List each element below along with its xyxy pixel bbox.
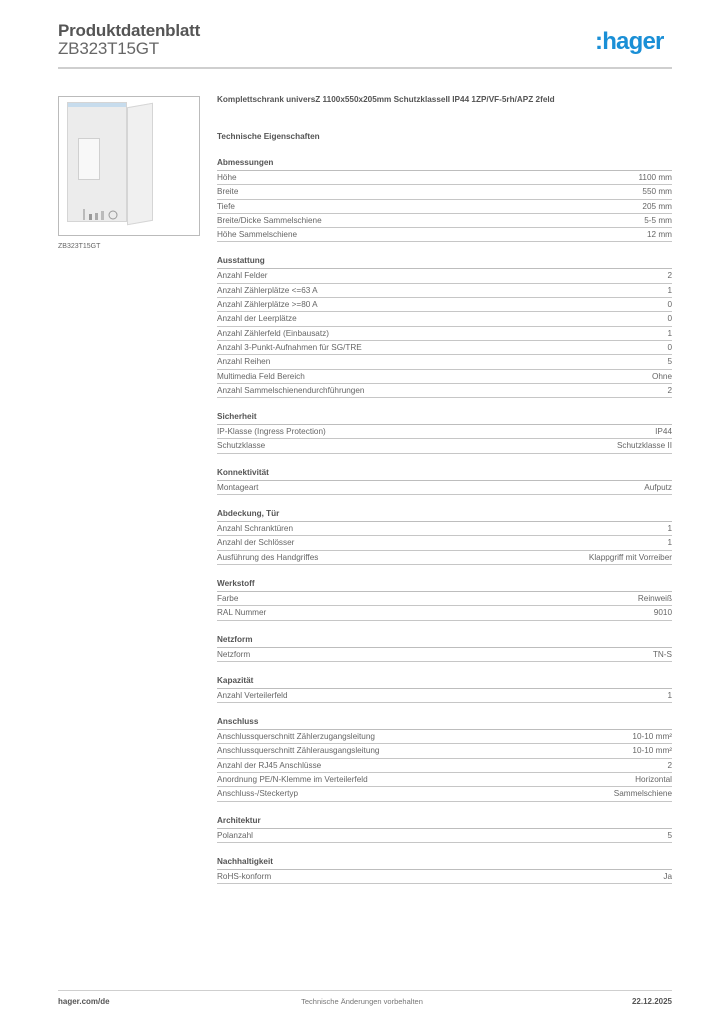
property-row (217, 171, 672, 185)
property-value: 0 (667, 342, 672, 352)
property-label: Anzahl der Leerplätze (217, 314, 297, 324)
property-row (217, 312, 672, 326)
property-row (217, 425, 672, 439)
property-value: Schutzklasse II (616, 441, 672, 451)
cabinet-top-strip (68, 103, 126, 107)
section-heading: Netzform (217, 634, 672, 648)
section-heading: Kapazität (217, 675, 672, 689)
property-row (217, 269, 672, 283)
property-label: Montageart (217, 482, 259, 492)
property-value: Ja (663, 871, 672, 881)
property-row (217, 185, 672, 199)
property-value: 5 (667, 357, 672, 367)
property-row (217, 606, 672, 620)
property-section (217, 157, 672, 242)
property-section (217, 467, 672, 495)
property-row (217, 341, 672, 355)
property-section (217, 815, 672, 843)
section-heading: Architektur (217, 815, 672, 829)
property-label: Anzahl Felder (217, 271, 268, 281)
property-row (217, 744, 672, 758)
property-label: Breite/Dicke Sammelschiene (217, 215, 322, 225)
property-row (217, 370, 672, 384)
property-label: Anzahl Reihen (217, 357, 271, 367)
property-value: 0 (667, 300, 672, 310)
header-divider (58, 67, 672, 69)
section-heading: Konnektivität (217, 467, 672, 481)
property-label: Tiefe (217, 201, 235, 211)
property-section (217, 634, 672, 662)
property-row (217, 689, 672, 703)
property-row (217, 200, 672, 214)
property-value: 2 (667, 760, 672, 770)
property-label: Schutzklasse (217, 441, 266, 451)
property-value: 12 mm (646, 230, 672, 240)
property-label: IP-Klasse (Ingress Protection) (217, 427, 326, 437)
property-label: Anzahl Sammelschienendurchführungen (217, 385, 365, 395)
technical-properties-heading: Technische Eigenschaften (217, 132, 320, 141)
property-row (217, 284, 672, 298)
property-section (217, 508, 672, 565)
cabinet-door-illustration (127, 103, 153, 226)
property-label: Farbe (217, 593, 239, 603)
property-label: RAL Nummer (217, 608, 267, 618)
property-value: 5 (667, 830, 672, 840)
property-row (217, 214, 672, 228)
property-value: 1 (667, 285, 672, 295)
property-label: Anzahl Zählerplätze <=63 A (217, 285, 318, 295)
property-label: Anzahl Verteilerfeld (217, 690, 288, 700)
property-value: 5-5 mm (644, 215, 672, 225)
property-value: Aufputz (644, 482, 672, 492)
property-label: Höhe Sammelschiene (217, 230, 298, 240)
property-label: Anzahl der Schlösser (217, 538, 295, 548)
property-label: Breite (217, 187, 239, 197)
property-value: Reinweiß (637, 593, 672, 603)
footer-website: hager.com/de (58, 997, 110, 1006)
property-value: 10-10 mm² (632, 746, 672, 756)
property-label: Anschlussquerschnitt Zählerausgangsleitung (217, 746, 380, 756)
property-value: 10-10 mm² (632, 732, 672, 742)
property-label: Netzform (217, 649, 251, 659)
property-row (217, 551, 672, 565)
property-row (217, 355, 672, 369)
property-value: Horizontal (635, 775, 672, 785)
property-row (217, 870, 672, 884)
property-value: Ohne (651, 371, 672, 381)
property-label: Anzahl 3-Punkt-Aufnahmen für SG/TRE (217, 342, 362, 352)
property-value: Sammelschiene (613, 789, 672, 799)
product-details (217, 94, 672, 884)
property-label: Anschlussquerschnitt Zählerzugangsleitung (217, 732, 375, 742)
property-value: IP44 (655, 427, 672, 437)
property-row (217, 384, 672, 398)
property-section (217, 716, 672, 801)
section-heading: Anschluss (217, 716, 672, 730)
property-label: Multimedia Feld Bereich (217, 371, 305, 381)
property-label: Ausführung des Handgriffes (217, 552, 319, 562)
property-value: TN-S (652, 649, 672, 659)
footer-date: 22.12.2025 (631, 997, 672, 1006)
property-value: 0 (667, 314, 672, 324)
property-row (217, 327, 672, 341)
property-label: Anzahl Zählerfeld (Einbausatz) (217, 328, 329, 338)
property-row (217, 481, 672, 495)
section-heading: Werkstoff (217, 578, 672, 592)
property-sections (217, 157, 672, 884)
property-row (217, 592, 672, 606)
property-row (217, 228, 672, 242)
property-row (217, 773, 672, 787)
property-value: 2 (667, 385, 672, 395)
property-row (217, 536, 672, 550)
property-section (217, 856, 672, 884)
property-row (217, 730, 672, 744)
property-label: Anschluss-/Steckertyp (217, 789, 298, 799)
property-row (217, 787, 672, 801)
property-row (217, 298, 672, 312)
section-heading: Sicherheit (217, 411, 672, 425)
property-row (217, 522, 672, 536)
property-value: 1100 mm (638, 173, 672, 182)
property-label: Anzahl der RJ45 Anschlüsse (217, 760, 322, 770)
footer-notice: Technische Änderungen vorbehalten (301, 997, 423, 1006)
property-value: 205 mm (642, 201, 672, 211)
property-value: 1 (667, 690, 672, 700)
property-section (217, 675, 672, 703)
document-title: Produktdatenblatt (58, 21, 201, 40)
property-row (217, 648, 672, 662)
property-label: Anzahl Schranktüren (217, 524, 294, 534)
property-label: Anordnung PE/N-Klemme im Verteilerfeld (217, 775, 368, 785)
property-value: 550 mm (642, 187, 672, 197)
property-section (217, 411, 672, 454)
property-row (217, 829, 672, 843)
property-value: 1 (667, 524, 672, 534)
product-image (58, 96, 200, 236)
property-value: 9010 (653, 608, 672, 618)
property-label: Anzahl Zählerplätze >=80 A (217, 300, 318, 310)
hager-logo: :hager (595, 28, 664, 55)
section-heading: Abmessungen (217, 157, 672, 171)
section-heading: Abdeckung, Tür (217, 508, 672, 522)
property-section (217, 255, 672, 398)
footer-divider (58, 990, 672, 991)
section-heading: Ausstattung (217, 255, 672, 269)
property-value: 2 (667, 271, 672, 281)
meter-panel-illustration (78, 138, 100, 180)
article-number: ZB323T15GT (58, 39, 159, 58)
accessories-icon (81, 207, 121, 221)
property-row (217, 439, 672, 453)
cabinet-body-illustration (67, 102, 127, 222)
property-row (217, 759, 672, 773)
property-label: Höhe (217, 173, 237, 182)
property-label: RoHS-konform (217, 871, 272, 881)
property-value: Klappgriff mit Vorreiber (588, 552, 672, 562)
property-value: 1 (667, 328, 672, 338)
property-value: 1 (667, 538, 672, 548)
product-description: Komplettschrank universZ 1100x550x205mm SchutzklasseII IP44 1ZP/VF-5rh/APZ 2feld (217, 95, 555, 104)
property-section (217, 578, 672, 621)
section-heading: Nachhaltigkeit (217, 856, 672, 870)
image-caption: ZB323T15GT (58, 243, 101, 250)
property-label: Polanzahl (217, 830, 253, 840)
